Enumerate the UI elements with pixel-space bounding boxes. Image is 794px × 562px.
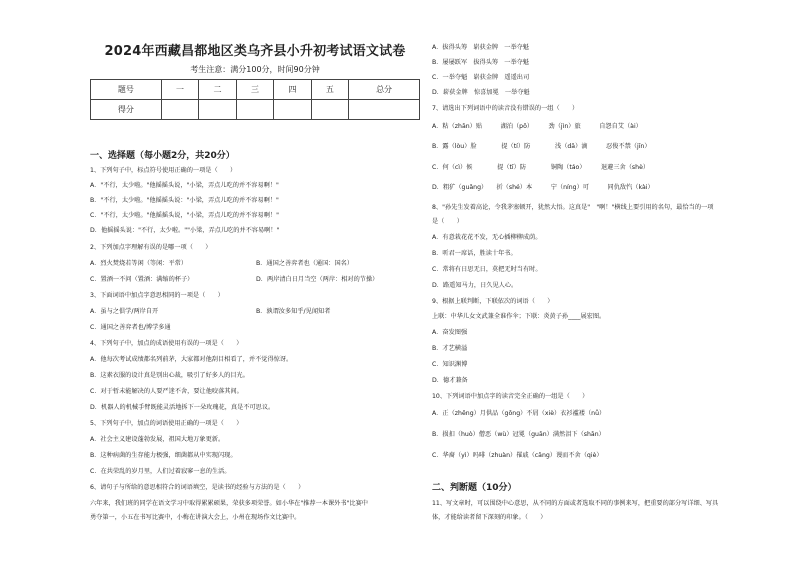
question-text: 是（ ） [432, 218, 463, 225]
score-cell[interactable] [274, 100, 311, 120]
score-cell[interactable] [349, 100, 420, 120]
question-text: 3、下面词语中加点字意思相同的一项是（ ） [90, 292, 224, 299]
option-text: A．虽与之俱学/两岸自开 [90, 308, 159, 315]
question-text: 4、下列句子中，加点的成语使用有误的一项是（ ） [90, 340, 243, 347]
question-text: 10、下列词语中加点字的读音完全正确的一组是（ ） [432, 393, 589, 400]
section-heading-judgement: 二、判断题（10分） [432, 483, 517, 493]
exam-notice: 考生注意：满分100分，时间90分钟 [190, 65, 320, 74]
question-text: 上联：中华儿女文武兼全谁作伞；下联：炎黄子孙____展宏图。 [432, 313, 606, 320]
score-header-cell: 二 [199, 80, 236, 100]
passage-text: 六年来，我们班的同学在语文学习中取得累累硕果，荣获多项荣誉。如小华在"推荐一本课外书"比赛中 [90, 500, 368, 507]
score-cell[interactable] [236, 100, 273, 120]
option-text: D．机器人的机械手臂既能灵活地拆下一朵玫瑰花，真是不可思议。 [90, 404, 275, 411]
option-text: C．一举夺魁 崭获金牌 遥遥出司 [432, 74, 530, 81]
option-text: C．在共荣乱的岁月里，人们过着寂寥一息的生活。 [90, 468, 231, 475]
option-text: B．才艺横溢 [432, 345, 468, 352]
score-row-label: 得分 [91, 100, 162, 120]
option-text: C．对于暂未能解决的人要严迷不舍，要让他咬落其间。 [90, 388, 243, 395]
passage-text: 勇夺第一，小五在书写比赛中，小梅在讲演大会上，小州在现场作文比赛中。 [90, 514, 301, 521]
option-text: A．有意栽花花不发，无心插柳柳成荫。 [432, 234, 542, 241]
option-text: C．通国之善弈者也/博学多通 [90, 324, 171, 331]
option-text: C．知识渊博 [432, 361, 468, 368]
option-text: B．孰谓汝多知乎/见闻知者 [256, 308, 331, 315]
option-text: A．拔得头筹 崭获金牌 一举夺魁 [432, 44, 530, 51]
question-text: 5、下列句子中，加点的词语使用正确的一项是（ ） [90, 420, 243, 427]
option-text: A．奋发图强 [432, 329, 468, 336]
option-text: C．华裔（yì）吗啡（zhuàn）罹戚（cāng）谩而不舍（qiè） [432, 452, 603, 459]
option-text: A．烈火焚烧若等闲（等闲：平常） [90, 260, 188, 267]
option-text: A．正（zhēng）月供品（gōng）不屑（xiè）衣衫褴褛（nǚ） [432, 410, 606, 417]
score-table [90, 79, 420, 120]
score-header-cell: 总分 [349, 80, 420, 100]
option-text: A．"不行，太少啦。"他摇摇头说，"小梁，弄点儿吃的并不容易啊！" [90, 182, 279, 189]
score-header-cell: 四 [274, 80, 311, 100]
option-text: B．通国之善弈者也（通国：国名） [256, 260, 354, 267]
exam-title: 2024年西藏昌都地区类乌齐县小升初考试语文试卷 [104, 44, 406, 59]
option-text: B．听君一席话，胜读十年书。 [432, 250, 517, 257]
question-text: 11、写文章时，可以围绕中心意思，从不同的方面或者选取不同的事例来写，把重要的部分写详细、写具 [432, 500, 719, 507]
option-text: D．两岸清白日月当空（两岸：相对的节操） [256, 276, 379, 283]
question-text: 8、"孙先生发着高论，令我茅塞顿开，犹然大悟。这真是" "啊！"横线上要引用的名句，最恰当的一项 [432, 204, 714, 211]
option-text: B．屡屡跃军 拔得头筹 一举夺魁 [432, 59, 530, 66]
option-text: A．粘（zhān）贴 湖泊（pō） 劲（jìn）旅 自怨自艾（ài） [432, 123, 642, 130]
score-header-cell: 题号 [91, 80, 162, 100]
score-table-score-row [91, 100, 420, 120]
option-text: A．社会主义建设蓬勃发展，祖国大地万象更新。 [90, 436, 225, 443]
question-text: 1、下列句子中，标点符号使用正确的一项是（ ） [90, 167, 237, 174]
question-text: 6、请句子与所给的意思相符合的词语填空，是读书的经验与方法的是（ ） [90, 484, 305, 491]
question-text: 9、根据上联判断，下联依次的词语（ ） [432, 298, 554, 305]
option-text: D．德才兼备 [432, 377, 468, 384]
option-text: B．损扣（huò）僧恶（wù）冠冕（guān）满然泪下（shān） [432, 431, 605, 438]
option-text: D．他摇摇头说："不行，太少啦。""小梁，弄点儿吃的并不容易啊！" [90, 227, 280, 234]
option-text: B．"不行，太少啦。"他摇摇头说："小梁，弄点儿吃的并不容易啊！" [90, 197, 279, 204]
option-text: B．露（lòu）脸 提（tí）防 浅（dā）滴 忍俊不禁（jīn） [432, 143, 651, 150]
option-text: B．这素衣服的设计真是别出心裁，吸引了好多人的目光。 [90, 372, 249, 379]
option-text: A．他每次考试成绩都名列前茅，大家都对他刮目相看了，并不觉得惊讶。 [90, 356, 293, 363]
option-text: C．何（cì）候 提（tī）防 铜陶（táo） 退避三舍（shè） [432, 164, 650, 171]
option-text: C．常将有日思无日，莫把无时当有时。 [432, 266, 542, 273]
question-text: 体，才能给读者留下深刻的印象。（ ） [432, 514, 547, 521]
score-table-header-row [91, 80, 420, 100]
option-text: C．置酒一不问（置酒：满缩的杯子） [90, 276, 194, 283]
option-text: D．崭获金牌 惊喜加冕 一举夺魁 [432, 89, 530, 96]
option-text: D．路遥知马力，日久见人心。 [432, 282, 518, 289]
question-text: 7、请选出下列词语中的读音没有错误的一组（ ） [432, 105, 579, 112]
score-cell[interactable] [199, 100, 236, 120]
score-cell[interactable] [311, 100, 348, 120]
score-header-cell: 五 [311, 80, 348, 100]
option-text: D．粗犷（guǎng） 折（shé）本 宁（níng）可 同仇敌忾（kài） [432, 184, 654, 191]
score-cell[interactable] [161, 100, 198, 120]
section-heading-choice: 一、选择题（每小题2分，共20分） [90, 151, 235, 161]
question-text: 2、下列加点字理解有误的是哪一项（ ） [90, 244, 212, 251]
score-header-cell: 三 [236, 80, 273, 100]
score-header-cell: 一 [161, 80, 198, 100]
option-text: C．"不行，太少啦。"他摇摇头说，"小梁，弄点儿吃的并不容易啊！" [90, 212, 279, 219]
option-text: B．这种病菌的生存能力极强，细菌都从中实现闪现。 [90, 452, 237, 459]
